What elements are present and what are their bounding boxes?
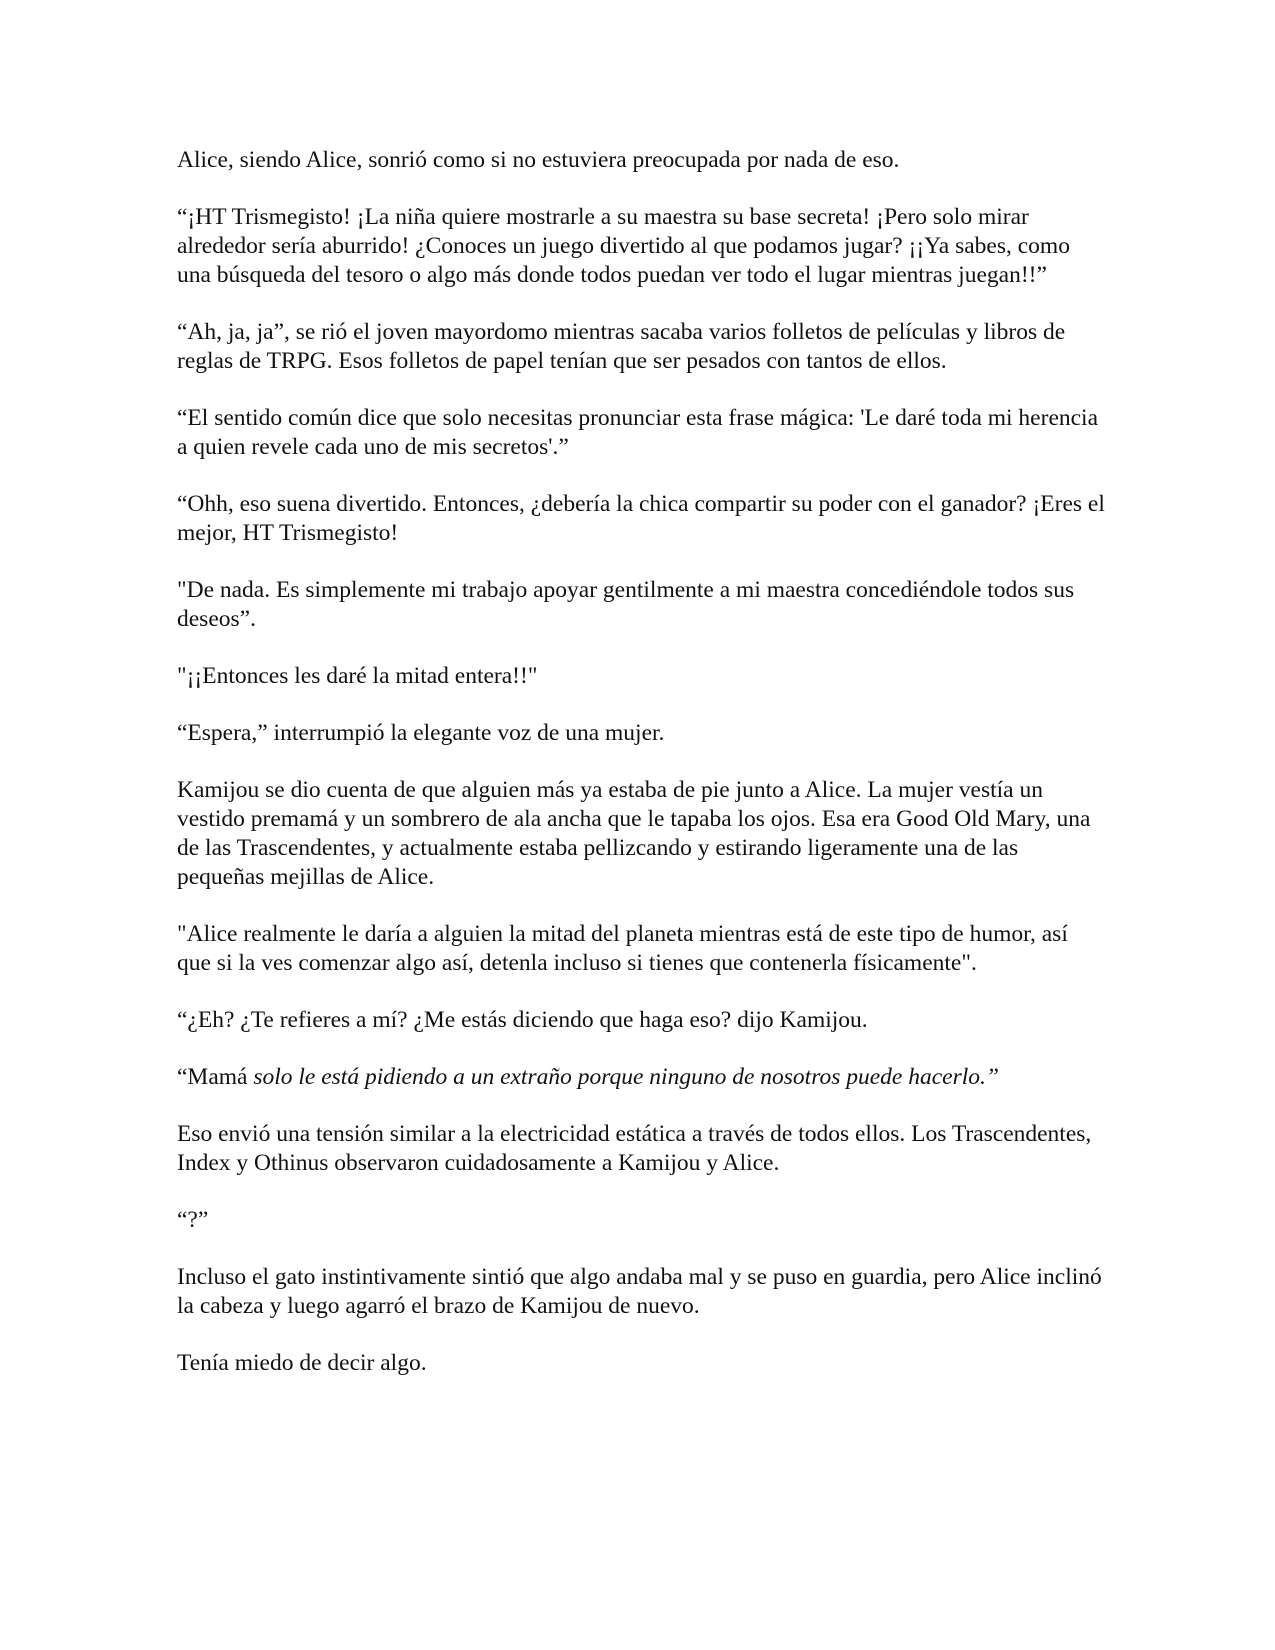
paragraph: Incluso el gato instintivamente sintió que algo andaba mal y se puso en guardia, pero Alice inclinó la cabeza y luego agarró el brazo de Kamijou de nuevo.	[177, 1264, 1102, 1319]
document-body	[177, 146, 1107, 1406]
paragraph: "Alice realmente le daría a alguien la mitad del planeta mientras está de este tipo de humor, así que si la ves comenzar algo así, detenla incluso si tienes que contenerla físicamente".	[177, 921, 1068, 976]
paragraph: “Ah, ja, ja”, se rió el joven mayordomo mientras sacaba varios folletos de películas y libros de reglas de TRPG. Esos folletos de papel tenían que ser pesados con tantos de ellos.	[177, 319, 1066, 374]
paragraph: “?”	[177, 1207, 209, 1233]
paragraph: "¡¡Entonces les daré la mitad entera!!"	[177, 663, 538, 689]
paragraph: “Espera,” interrumpió la elegante voz de una mujer.	[177, 720, 665, 746]
paragraph: Tenía miedo de decir algo.	[177, 1350, 427, 1376]
paragraph: "De nada. Es simplemente mi trabajo apoyar gentilmente a mi maestra concediéndole todos sus deseos”.	[177, 577, 1075, 632]
paragraph-italic-text: solo le está pidiendo a un extraño porque ninguno de nosotros puede hacerlo.”	[253, 1064, 999, 1090]
paragraph: “¿Eh? ¿Te refieres a mí? ¿Me estás diciendo que haga eso? dijo Kamijou.	[177, 1007, 868, 1033]
paragraph: “Ohh, eso suena divertido. Entonces, ¿debería la chica compartir su poder con el ganador? ¡Eres el mejor, HT Trismegisto!	[177, 491, 1105, 546]
paragraph: “¡HT Trismegisto! ¡La niña quiere mostrarle a su maestra su base secreta! ¡Pero solo mirar alrededor sería aburrido! ¿Conoces un juego divertido al que podamos jugar? ¡¡Ya sabes, como una búsqueda del tesoro o algo más donde todos puedan ver todo el lugar mientras juegan!!”	[177, 204, 1070, 288]
paragraph: Kamijou se dio cuenta de que alguien más ya estaba de pie junto a Alice. La mujer vestía un vestido premamá y un sombrero de ala ancha que le tapaba los ojos. Esa era Good Old Mary, una de las Trascendentes, y actualmente estaba pellizcando y estirando ligeramente una de las pequeñas mejillas de Alice.	[177, 777, 1091, 890]
paragraph-mixed	[177, 1063, 1107, 1092]
paragraph: Eso envió una tensión similar a la electricidad estática a través de todos ellos. Los Trascendentes, Index y Othinus observaron cuidadosamente a Kamijou y Alice.	[177, 1121, 1092, 1176]
paragraph: Alice, siendo Alice, sonrió como si no estuviera preocupada por nada de eso.	[177, 147, 900, 173]
paragraph: “El sentido común dice que solo necesitas pronunciar esta frase mágica: 'Le daré toda mi herencia a quien revele cada uno de mis secretos'.”	[177, 405, 1099, 460]
paragraph-plain-text: “Mamá	[177, 1064, 254, 1090]
